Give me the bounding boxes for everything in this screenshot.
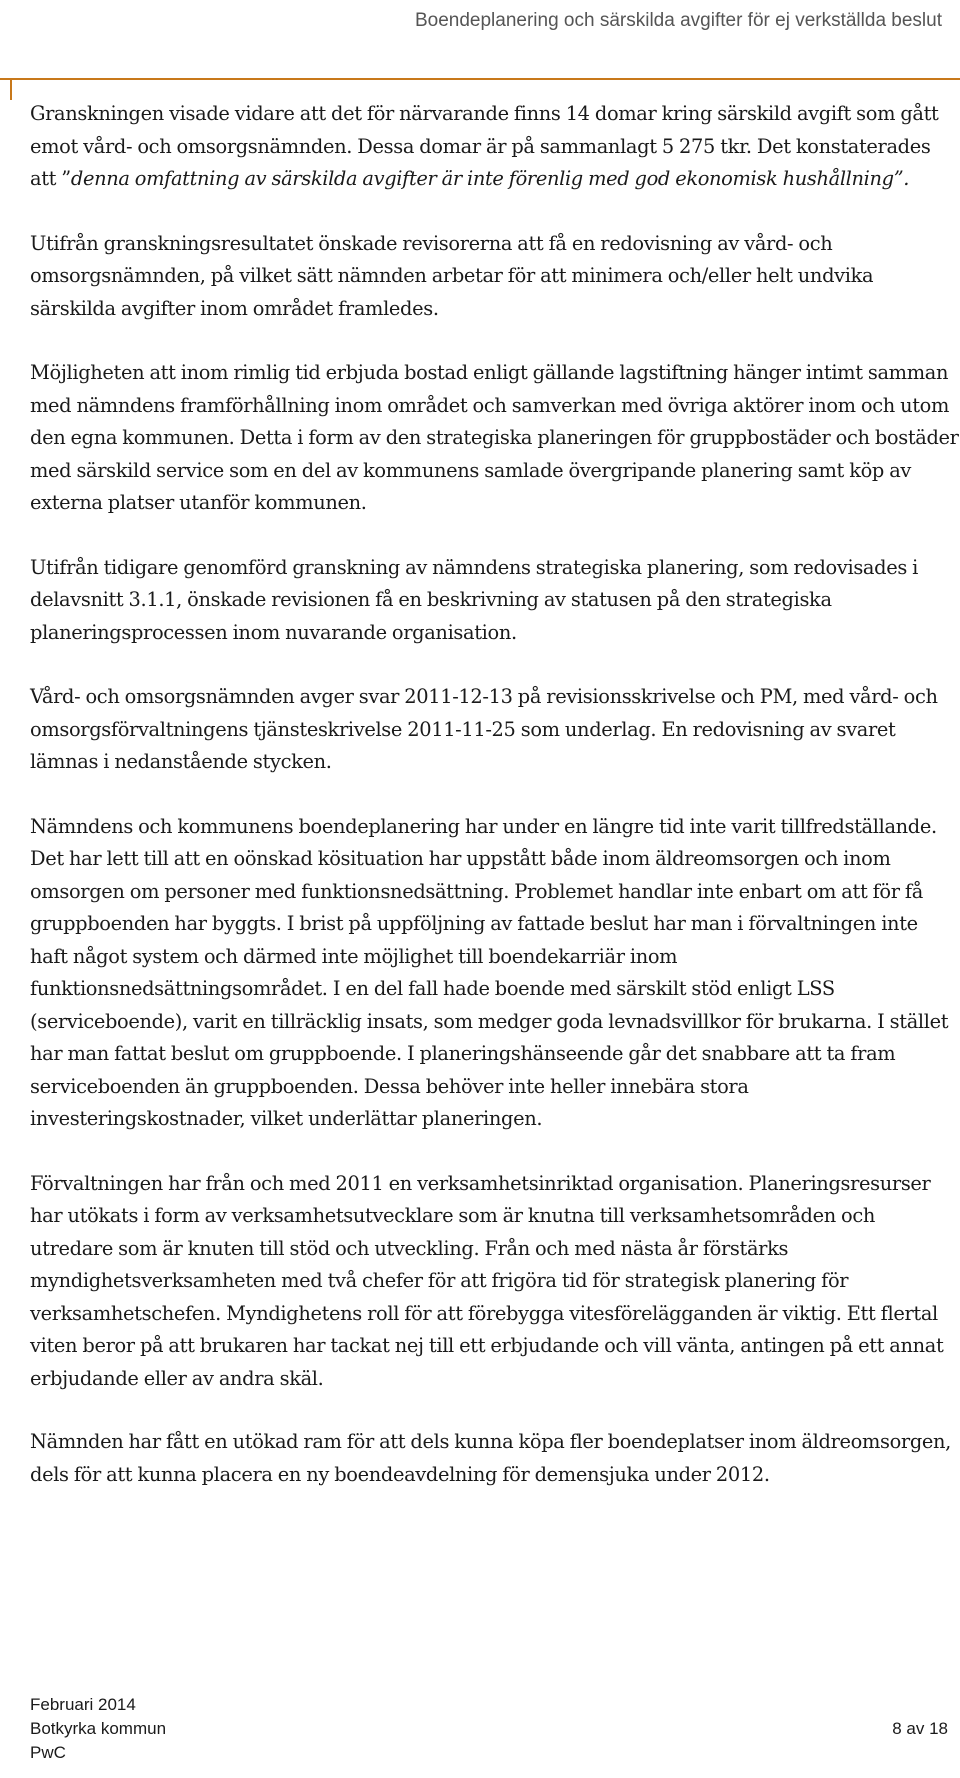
- running-header: Boendeplanering och särskilda avgifter för ej verkställda beslut: [414, 10, 942, 31]
- page-number: 8 av 18: [892, 1719, 948, 1738]
- paragraph-6: Nämndens och kommunens boendeplanering har under en längre tid inte varit tillfredställande. Det har lett till att en oönskad kösituation har uppstått både inom äldreomsorgen och inom omsorgen om personer med funktionsnedsättning. Problemet handlar inte enbart om att för få gruppboenden har byggts. I brist på uppföljning av fattade beslut har man i förvaltningen inte haft något system och därmed inte möjlighet till boendekarriär inom funktionsnedsättningsområdet. I en del fall hade boende med särskilt stöd enligt LSS (serviceboende), varit en tillräcklig insats, som medger goda levnadsvillkor för brukarna. I stället har man fattat beslut om gruppboende. I planeringshänseende går det snabbare att ta fram serviceboenden än gruppboenden. Dessa behöver inte heller innebära stora investeringskostnader, vilket underlättar planeringen.: [30, 814, 949, 1130]
- paragraph-8: Nämnden har fått en utökad ram för att dels kunna köpa fler boendeplatser inom äldreomsorgen, dels för att kunna placera en ny boendeavdelning för demensjuka under 2012.: [30, 1430, 951, 1486]
- header-tick: [10, 78, 12, 100]
- paragraph-1-text: Granskningen visade vidare att det för närvarande finns 14 domar kring särskild avgift som gått emot vård- och omsorgsnämnden. Dessa domar är på sammanlagt 5 275 tkr. Det konstaterades att ”: [30, 102, 939, 190]
- paragraph-7: Förvaltningen har från och med 2011 en verksamhetsinriktad organisation. Planeringsresurser har utökats i form av verksamhetsutvecklare som är knutna till verksamhetsområden och utredare som är knuten till stöd och utveckling. Från och med nästa år förstärks myndighetsverksamheten med två chefer för att frigöra tid för strategisk planering för verksamhetschefen. Myndighetens roll för att förebygga vitesförelägganden är viktig. Ett flertal viten beror på att brukaren har tackat nej till ett erbjudande och vill vänta, antingen på ett annat erbjudande eller av andra skäl.: [30, 1171, 944, 1390]
- paragraph-5: Vård- och omsorgsnämnden avger svar 2011-12-13 på revisionsskrivelse och PM, med vård- och omsorgsförvaltningens tjänsteskrivelse 2011-11-25 som underlag. En redovisning av svaret lämnas i nedanstående stycken.: [30, 685, 938, 773]
- document-body: [30, 98, 960, 1523]
- footer-date: Februari 2014: [30, 1695, 136, 1714]
- paragraph-1-quote: denna omfattning av särskilda avgifter är inte förenlig med god ekonomisk hushållning”.: [70, 167, 910, 190]
- paragraph-1: [30, 98, 960, 196]
- paragraph-4: Utifrån tidigare genomförd granskning av nämndens strategiska planering, som redovisades i delavsnitt 3.1.1, önskade revisionen få en beskrivning av statusen på den strategiska planeringsprocessen inom nuvarande organisation.: [30, 555, 918, 644]
- page-footer: [30, 1693, 948, 1765]
- footer-company: PwC: [30, 1743, 66, 1762]
- footer-municipality: Botkyrka kommun: [30, 1719, 167, 1738]
- paragraph-2: Utifrån granskningsresultatet önskade revisorerna att få en redovisning av vård- och omsorgsnämnden, på vilket sätt nämnden arbetar för att minimera och/eller helt undvika särskilda avgifter inom området framledes.: [30, 231, 874, 320]
- header-rule: [0, 78, 960, 80]
- paragraph-3: Möjligheten att inom rimlig tid erbjuda bostad enligt gällande lagstiftning hänger intimt samman med nämndens framförhållning inom området och samverkan med övriga aktörer inom och utom den egna kommunen. Detta i form av den strategiska planeringen för gruppbostäder och bostäder med särskild service som en del av kommunens samlade övergripande planering samt köp av externa platser utanför kommunen.: [30, 361, 959, 514]
